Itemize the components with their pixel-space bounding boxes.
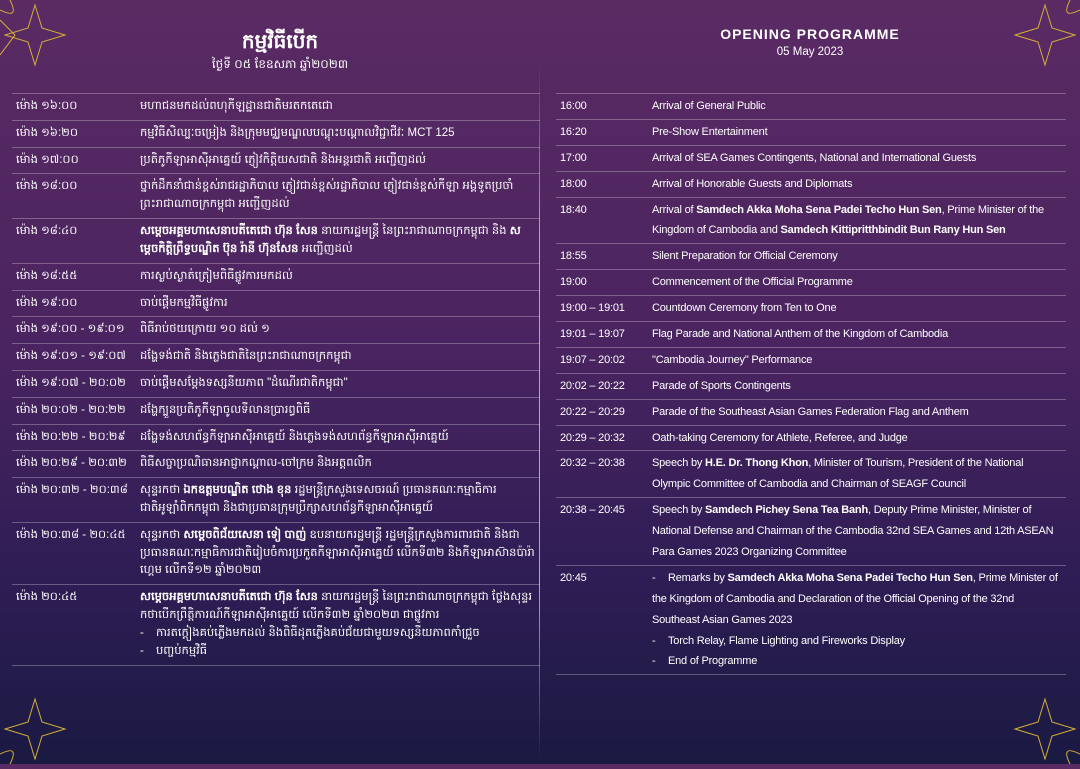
- row-desc: Countdown Ceremony from Ten to One: [648, 296, 1066, 322]
- row-time: ម៉ោង ២០:៣២ - ២០:៣៨: [12, 478, 136, 523]
- row-desc: ពិធីសច្ចាប្រណិធានអាជ្ញាកណ្តាល-ចៅក្រម និងអត្តពលិក: [136, 451, 540, 478]
- row-desc: [648, 197, 1066, 244]
- row-desc: ពិធីរាប់ថយក្រោយ ១០ ដល់ ១: [136, 317, 540, 344]
- schedule-row: [556, 347, 1066, 373]
- schedule-row: [12, 370, 540, 397]
- dignitary-name: សម្តេចកិត្តិព្រឹទ្ធបណ្ឌិត ប៊ុន រ៉ានី ហ៊ុនសែន: [140, 225, 521, 255]
- row-desc-text: អញ្ជើញដល់: [298, 242, 353, 255]
- row-desc: Flag Parade and National Anthem of the Kingdom of Cambodia: [648, 322, 1066, 348]
- row-time: ម៉ោង ២០:២៩ - ២០:៣២: [12, 451, 136, 478]
- schedule-row: [12, 451, 540, 478]
- row-time: ម៉ោង ២០:៤៥: [12, 585, 136, 665]
- dignitary-name: Samdech Akka Moha Sena Padei Techo Hun Sen: [696, 203, 942, 216]
- row-time: 18:00: [556, 171, 648, 197]
- row-desc: Silent Preparation for Official Ceremony: [648, 244, 1066, 270]
- schedule-row: [12, 147, 540, 174]
- row-desc: Arrival of SEA Games Contingents, National and International Guests: [648, 145, 1066, 171]
- row-time: ម៉ោង ១៩:០០ - ១៩:០១: [12, 317, 136, 344]
- row-time: ម៉ោង ២០:២២ - ២០:២៩: [12, 424, 136, 451]
- row-time: ម៉ោង ២០:០២ - ២០:២២: [12, 397, 136, 424]
- row-time: 20:38 – 20:45: [556, 498, 648, 566]
- row-desc: Pre-Show Entertainment: [648, 119, 1066, 145]
- row-desc: ដង្ហែទង់សហព័ន្ធកីឡាអាស៊ីអាគ្នេយ៍ និងភ្លេងទង់សហព័ន្ធកីឡាអាស៊ីអាគ្នេយ៍: [136, 424, 540, 451]
- english-title: OPENING PROGRAMME: [720, 26, 900, 42]
- row-desc: ចាប់ផ្តើមកម្មវិធីផ្លូវការ: [136, 290, 540, 317]
- row-desc-text: Speech by: [652, 504, 706, 517]
- schedule-row: [556, 399, 1066, 425]
- dignitary-name: សម្តេចអគ្គមហាសេនាបតីតេជោ ហ៊ុន សែន: [140, 225, 318, 238]
- bullet: -: [652, 655, 656, 668]
- row-desc: ប្រតិភូកីឡាអាស៊ីអាគ្នេយ៍ ភ្ញៀវកិត្តិយសជាតិ និងអន្តរជាតិ អញ្ជើញដល់: [136, 147, 540, 174]
- sub-item: [140, 625, 536, 643]
- sub-item-text: End of Programme: [668, 655, 758, 668]
- schedule-row: [12, 174, 540, 219]
- bullet: -: [652, 634, 656, 647]
- schedule-row: [556, 451, 1066, 498]
- schedule-row: [556, 498, 1066, 566]
- row-time: 19:07 – 20:02: [556, 347, 648, 373]
- row-desc: Oath-taking Ceremony for Athlete, Referee, and Judge: [648, 425, 1066, 451]
- row-time: 19:00 – 19:01: [556, 296, 648, 322]
- row-desc-text: , Minister of Tourism, President of the National Olympic Committee of Cambodia and Chairman of SEAGF Council: [652, 457, 1024, 491]
- dignitary-name: Samdech Akka Moha Sena Padei Techo Hun Sen: [727, 571, 973, 584]
- dignitary-name: សម្តេចអគ្គមហាសេនាបតីតេជោ ហ៊ុន សែន: [140, 591, 318, 604]
- row-desc: មហាជនមកដល់ពហុកីឡដ្ឋានជាតិមរតកតេជោ: [136, 94, 540, 121]
- row-time: 16:20: [556, 119, 648, 145]
- row-desc-text: , Prime Minister of the Kingdom of Cambodia and: [652, 203, 1044, 237]
- row-time: 18:55: [556, 244, 648, 270]
- schedule-row: [556, 270, 1066, 296]
- row-time: ម៉ោង ១៩:០១ - ១៩:០៧: [12, 344, 136, 371]
- row-desc-text: Arrival of: [652, 203, 697, 216]
- row-time: 18:40: [556, 197, 648, 244]
- schedule-row: [12, 317, 540, 344]
- row-time: ម៉ោង ១៨:៥៥: [12, 263, 136, 290]
- dignitary-name: H.E. Dr. Thong Khon: [705, 457, 809, 470]
- row-time: ម៉ោង ១៦:០០: [12, 94, 136, 121]
- row-desc: Arrival of Honorable Guests and Diplomats: [648, 171, 1066, 197]
- row-time: 16:00: [556, 94, 648, 120]
- schedule-row: [556, 145, 1066, 171]
- row-time: 20:02 – 20:22: [556, 373, 648, 399]
- dignitary-name: សម្តេចពិជ័យសេនា ទៀ បាញ់: [183, 528, 307, 541]
- row-desc: [648, 498, 1066, 566]
- row-time: ម៉ោង ១៨:៤០: [12, 219, 136, 264]
- row-desc: Arrival of General Public: [648, 94, 1066, 120]
- schedule-row: [12, 263, 540, 290]
- row-desc-text: , Deputy Prime Minister, Minister of National Defense and Chairman of the Cambodia 32nd SEA Games and 12th ASEAN Para Games 2023 Organizing Committee: [652, 504, 1054, 559]
- row-desc-text: , Prime Minister of the Kingdom of Cambodia and Declaration of the Official Opening of the 32nd Southeast Asian Games 2023: [652, 571, 1058, 626]
- row-desc: [136, 478, 540, 523]
- schedule-row: [12, 478, 540, 523]
- schedule-row: [12, 585, 540, 665]
- row-desc-text: សុន្ទរកថា: [140, 528, 184, 541]
- schedule-row: [12, 344, 540, 371]
- bullet: -: [140, 626, 144, 639]
- dignitary-name: Samdech Kittipritthbindit Bun Rany Hun Sen: [780, 224, 1006, 237]
- bullet: -: [652, 571, 656, 584]
- schedule-row: [556, 565, 1066, 674]
- row-time: ម៉ោង ១៩:០៧ - ២០:០២: [12, 370, 136, 397]
- schedule-row: [12, 522, 540, 584]
- row-time: 20:22 – 20:29: [556, 399, 648, 425]
- row-desc: [136, 522, 540, 584]
- dignitary-name: Samdech Pichey Sena Tea Banh: [705, 504, 868, 517]
- row-desc: [648, 565, 1066, 674]
- schedule-row: [556, 119, 1066, 145]
- row-desc-text: នាយករដ្ឋមន្ត្រី នៃព្រះរាជាណាចក្រកម្ពុជា ថ្លែងសុន្ទរកថាបើកព្រឹត្តិការណ៍កីឡាអាស៊ីអាគ្នេយ៍ លើកទី៣២ ឆ្នាំ២០២៣ ជាផ្លូវការ: [140, 591, 533, 622]
- schedule-row: [556, 197, 1066, 244]
- row-time: 20:32 – 20:38: [556, 451, 648, 498]
- row-time: 17:00: [556, 145, 648, 171]
- row-desc-text: Speech by: [652, 457, 706, 470]
- schedule-row: [12, 94, 540, 121]
- khmer-title: កម្មវិធីបើក: [241, 31, 319, 53]
- row-desc: ចាប់ផ្តើមសម្តែងទស្សនីយភាព "ដំណើរជាតិកម្ពុជា": [136, 370, 540, 397]
- corner-ornament-top-right-icon: [1010, 0, 1080, 70]
- schedule-row: [12, 397, 540, 424]
- row-time: 19:00: [556, 270, 648, 296]
- row-desc: ការស្ងប់ស្ងាត់ត្រៀមពិធីផ្លូវការមកដល់: [136, 263, 540, 290]
- schedule-row: [556, 296, 1066, 322]
- corner-ornament-bottom-right-icon: [1010, 694, 1080, 764]
- khmer-schedule-table: [12, 93, 540, 666]
- english-date: 05 May 2023: [776, 46, 844, 58]
- corner-ornament-bottom-left-icon: [0, 694, 70, 764]
- bullet: -: [140, 644, 144, 657]
- row-time: ម៉ោង ១៩:០០: [12, 290, 136, 317]
- row-desc: Commencement of the Official Programme: [648, 270, 1066, 296]
- sub-item: [652, 631, 1062, 652]
- schedule-row: [12, 424, 540, 451]
- row-desc: [648, 451, 1066, 498]
- khmer-date: ថ្ងៃទី ០៥ ខែឧសភា ឆ្នាំ២០២៣: [211, 57, 349, 71]
- sub-item-text: Torch Relay, Flame Lighting and Fireworks Display: [668, 634, 905, 647]
- row-time: 20:45: [556, 565, 648, 674]
- row-desc: Parade of Sports Contingents: [648, 373, 1066, 399]
- schedule-row: [556, 171, 1066, 197]
- row-desc-text: សុន្ទរកថា: [140, 484, 184, 497]
- row-time: ម៉ោង ១៧:០០: [12, 147, 136, 174]
- row-time: 20:29 – 20:32: [556, 425, 648, 451]
- row-desc-text: ឧបនាយករដ្ឋមន្ត្រី រដ្ឋមន្ត្រីក្រសួងការពារជាតិ និងជាប្រធានគណៈកម្មាធិការជាតិរៀបចំការប្រកួតកីឡាអាស៊ីអាគ្នេយ៍ លើកទី៣២ និងកីឡាអាស៊ានប៉ារ៉ាហ្គេម លើកទី១២ ឆ្នាំ២០២៣: [140, 528, 535, 577]
- schedule-row: [556, 425, 1066, 451]
- english-schedule-table: [556, 93, 1066, 675]
- schedule-row: [556, 244, 1066, 270]
- row-time: ម៉ោង ១៦:២០: [12, 120, 136, 147]
- schedule-row: [556, 322, 1066, 348]
- row-time: ម៉ោង ២០:៣៨ - ២០:៤៥: [12, 522, 136, 584]
- sub-item: [652, 651, 1062, 672]
- row-time: 19:01 – 19:07: [556, 322, 648, 348]
- schedule-row: [12, 120, 540, 147]
- dignitary-name: ឯកឧត្តមបណ្ឌិត ថោង ខុន: [183, 484, 292, 497]
- row-desc: [136, 585, 540, 665]
- row-desc: "Cambodia Journey" Performance: [648, 347, 1066, 373]
- schedule-row: [556, 373, 1066, 399]
- row-desc-text: រដ្ឋមន្ត្រីក្រសួងទេសចរណ៍ ប្រធានគណៈកម្មាធិការជាតិអូឡាំពិកកម្ពុជា និងជាប្រធានក្រុមប្រឹក្សាសហព័ន្ធកីឡាអាស៊ីអាគ្នេយ៍: [140, 484, 497, 514]
- sub-item-text: បញ្ចប់កម្មវិធី: [156, 644, 208, 657]
- row-desc: [136, 219, 540, 264]
- row-time: ម៉ោង ១៨:០០: [12, 174, 136, 219]
- row-desc: Parade of the Southeast Asian Games Federation Flag and Anthem: [648, 399, 1066, 425]
- row-desc: ដង្ហែក្បួនប្រតិភូកីឡាចូលទីលានប្រារព្ធពិធី: [136, 397, 540, 424]
- schedule-row: [12, 219, 540, 264]
- sub-item-text: ការតក្តៀងគប់ភ្លើងមកដល់ និងពិធីដុតភ្លើងគប់ជ័យជាមួយទស្សនីយភាពកាំជ្រួច: [156, 626, 480, 639]
- schedule-row: [12, 290, 540, 317]
- row-desc-text: Remarks by: [668, 571, 728, 584]
- row-desc: ដង្ហែទង់ជាតិ និងភ្លេងជាតិនៃព្រះរាជាណាចក្រកម្ពុជា: [136, 344, 540, 371]
- row-desc: ថ្នាក់ដឹកនាំជាន់ខ្ពស់រាជរដ្ឋាភិបាល ភ្ញៀវជាន់ខ្ពស់រដ្ឋាភិបាល ភ្ញៀវជាន់ខ្ពស់កីឡា អង្គទូតប្រចាំព្រះរាជាណាចក្រកម្ពុជា អញ្ជើញដល់: [136, 174, 540, 219]
- row-desc: កម្មវិធីសិល្បៈចម្រៀង និងក្រុមមជ្ឈមណ្ឌលបណ្តុះបណ្តាលវិជ្ជាជីវៈ MCT 125: [136, 120, 540, 147]
- row-desc-text: នាយករដ្ឋមន្ត្រី នៃព្រះរាជាណាចក្រកម្ពុជា និង: [317, 225, 510, 238]
- schedule-row: [556, 94, 1066, 120]
- sub-item: [140, 643, 536, 661]
